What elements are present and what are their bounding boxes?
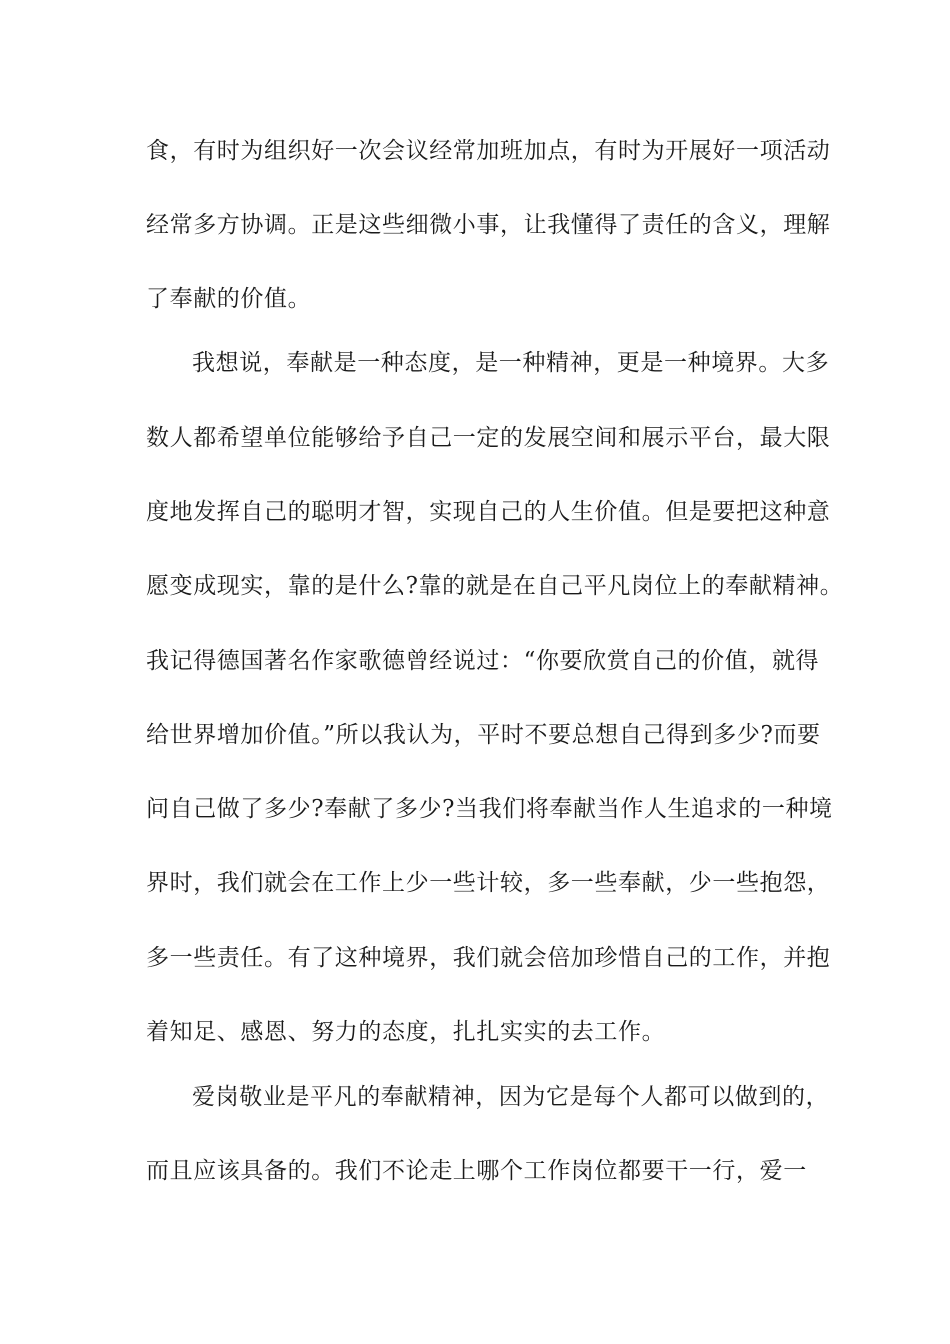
text-line: 我记得德国著名作家歌德曾经说过：“你要欣赏自己的价值，就得 (146, 648, 820, 674)
paragraph-start-line: 爱岗敬业是平凡的奉献精神，因为它是每个人都可以做到的， (192, 1084, 830, 1110)
paragraph-start-line: 我想说，奉献是一种态度，是一种精神，更是一种境界。大多 (192, 350, 830, 376)
text-line: 问自己做了多少?奉献了多少?当我们将奉献当作人生追求的一种境 (146, 796, 833, 822)
text-line: 数人都希望单位能够给予自己一定的发展空间和展示平台，最大限 (146, 425, 831, 451)
text-line: 食，有时为组织好一次会议经常加班加点，有时为开展好一项活动 (146, 138, 831, 164)
text-line: 着知足、感恩、努力的态度，扎扎实实的去工作。 (146, 1019, 666, 1045)
text-line: 经常多方协调。正是这些细微小事，让我懂得了责任的含义，理解 (146, 212, 831, 238)
text-line: 给世界增加价值。”所以我认为，平时不要总想自己得到多少?而要 (146, 722, 821, 748)
text-line: 多一些责任。有了这种境界，我们就会倍加珍惜自己的工作，并抱 (146, 945, 831, 971)
text-line: 度地发挥自己的聪明才智，实现自己的人生价值。但是要把这种意 (146, 499, 831, 525)
text-line: 了奉献的价值。 (146, 286, 312, 312)
text-line: 而且应该具备的。我们不论走上哪个工作岗位都要干一行，爱一 (146, 1158, 807, 1184)
text-line: 界时，我们就会在工作上少一些计较，多一些奉献，少一些抱怨， (146, 870, 831, 896)
text-line: 愿变成现实，靠的是什么?靠的就是在自己平凡岗位上的奉献精神。 (146, 573, 844, 599)
